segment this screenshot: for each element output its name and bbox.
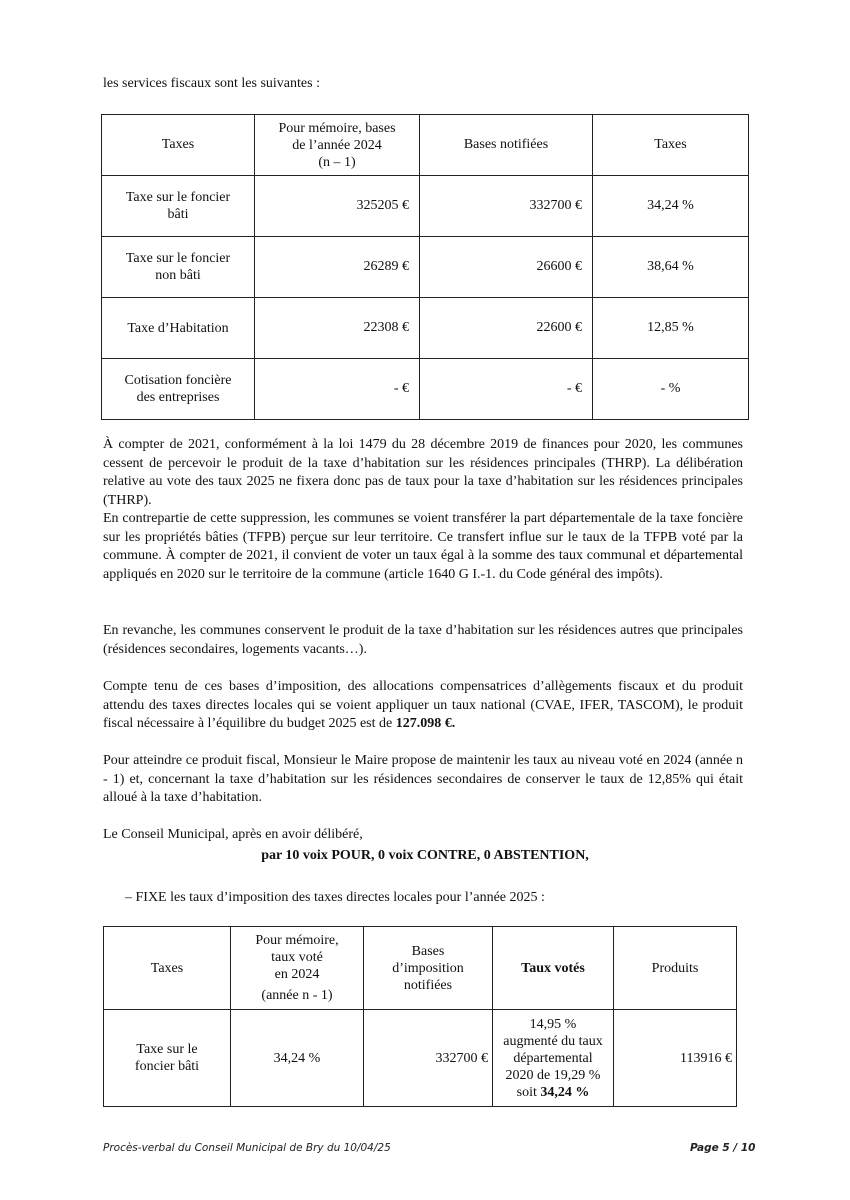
paragraph-tfpb: En contrepartie de cette suppression, les communes se voient transférer la part départementale de la taxe foncière sur les propriétés bâties (TFPB) perçue sur leur territoire. Ce transfert influe sur le taux de la TFPB voté par la commune. À compter de 2021, il convient de voter un taux égal à la somme des taux communal et départemental appliqués en 2020 sur le territoire de la commune (article 1640 G I.-1. du Code général des impôts). [103,511,743,582]
bases-table [101,114,749,420]
taux-value: 34,24 % [593,176,749,237]
table-row [102,176,749,237]
table-header-row [102,115,749,176]
col-header-bases: Bases d’imposition notifiées [364,927,493,1010]
vote-result: par 10 voix POUR, 0 voix CONTRE, 0 ABSTENTION, [261,848,589,863]
row-label: Taxe sur le foncier non bâti [102,237,255,298]
paragraph-proposition: Pour atteindre ce produit fiscal, Monsieur le Maire propose de maintenir les taux au niveau voté en 2024 (année n - 1) et, concernant la taxe d’habitation sur les résidences secondaires de conserver le taux de 12,85% qui était alloué à la taxe d’habitation. [103,753,743,805]
paragraph-deliberation: Le Conseil Municipal, après en avoir délibéré, [103,827,363,842]
col-header-bases-notifiees: Bases notifiées [420,115,593,176]
base-n1-value: 26289 € [255,237,420,298]
col-header-taux: Taxes [593,115,749,176]
taux-value: 38,64 % [593,237,749,298]
row-label: Cotisation foncière des entreprises [102,359,255,420]
paragraph-produit-fiscal: Compte tenu de ces bases d’imposition, des allocations compensatrices d’allègements fiscaux et du produit attendu des taxes directes locales qui se voient appliquer un taux national (CVAE, IFER, TASCOM), le produit fiscal nécessaire à l’équilibre du budget 2025 est de 127.098 €. [103,679,743,731]
base-notifiee-value: 22600 € [420,298,593,359]
col-header-bases-n1: Pour mémoire, bases de l’année 2024 (n – 1) [255,115,420,176]
col-header-taux-votes: Taux votés [493,927,614,1010]
base-notifiee-value: - € [420,359,593,420]
row-label: Taxe sur le foncier bâti [104,1010,231,1107]
col-header-produits: Produits [614,927,737,1010]
col-header-memo: Pour mémoire, taux voté en 2024 (année n - 1) [231,927,364,1010]
base-n1-value: 325205 € [255,176,420,237]
base-n1-value: - € [255,359,420,420]
taux-2024-value: 34,24 % [231,1010,364,1107]
bullet-fixe-taux: – FIXE les taux d’imposition des taxes directes locales pour l’année 2025 : [125,890,545,905]
taux-vote-value: 14,95 % augmenté du taux départemental 2020 de 19,29 % soit 34,24 % [493,1010,614,1107]
col-header-taxes: Taxes [102,115,255,176]
table-row [104,1010,737,1107]
table-row [102,359,749,420]
table-row [102,298,749,359]
row-label: Taxe sur le foncier bâti [102,176,255,237]
taux-value: 12,85 % [593,298,749,359]
intro-text: les services fiscaux sont les suivantes : [103,76,320,91]
taux-value: - % [593,359,749,420]
paragraph-thrp: À compter de 2021, conformément à la loi 1479 du 28 décembre 2019 de finances pour 2020, les communes cessent de percevoir le produit de la taxe d’habitation sur les résidences principales (THRP). La délibération relative au vote des taux 2025 ne fixera donc pas de taux pour la taxe d’habitation sur les résidences principales (THRP). [103,437,743,508]
table-header-row [104,927,737,1010]
bases-value: 332700 € [364,1010,493,1107]
footer-title: Procès-verbal du Conseil Municipal de Bry du 10/04/25 [103,1142,391,1154]
base-n1-value: 22308 € [255,298,420,359]
taux-table [103,926,737,1107]
paragraph-residences: En revanche, les communes conservent le produit de la taxe d’habitation sur les résidences autres que principales (résidences secondaires, logements vacants…). [103,623,743,657]
col-header-taxes: Taxes [104,927,231,1010]
page-number: Page 5 / 10 [690,1142,756,1154]
produit-value: 113916 € [614,1010,737,1107]
base-notifiee-value: 26600 € [420,237,593,298]
row-label: Taxe d’Habitation [102,298,255,359]
table-row [102,237,749,298]
base-notifiee-value: 332700 € [420,176,593,237]
